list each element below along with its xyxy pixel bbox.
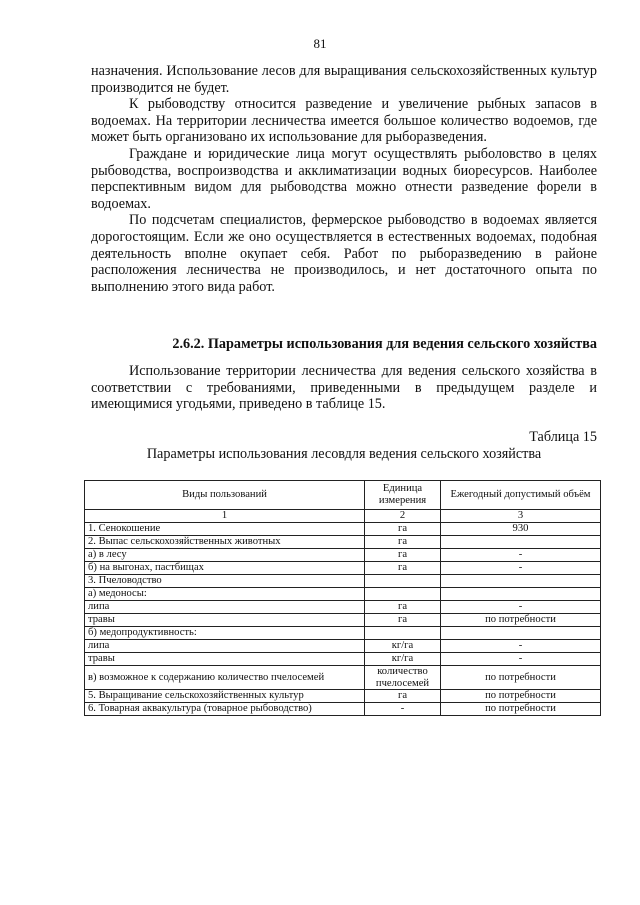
row-unit: кг/га: [365, 653, 441, 666]
row-volume: по потребности: [441, 666, 601, 690]
row-volume: -: [441, 640, 601, 653]
intro-paragraph: Использование территории лесничества для ведения сельского хозяйства в соответствии с требованиями, приведенными в предыдущем разделе и имеющимися угодьями, приведено в таблице 15.: [91, 363, 597, 413]
table-row: [85, 523, 601, 536]
column-number: 1: [85, 510, 365, 523]
parameters-table: [84, 480, 601, 716]
paragraph: назначения. Использование лесов для выращивания сельскохозяйственных культур производится не будет.: [91, 63, 597, 96]
row-label: липа: [85, 601, 365, 614]
table-row: [85, 653, 601, 666]
row-label: липа: [85, 640, 365, 653]
row-label: б) на выгонах, пастбищах: [85, 562, 365, 575]
table-label: Таблица 15: [529, 429, 597, 445]
row-label: 6. Товарная аквакультура (товарное рыбоводство): [85, 703, 365, 716]
row-label: 1. Сенокошение: [85, 523, 365, 536]
row-unit: га: [365, 562, 441, 575]
row-unit: [365, 588, 441, 601]
row-label: травы: [85, 614, 365, 627]
page-number: 81: [313, 36, 327, 51]
row-unit: кг/га: [365, 640, 441, 653]
row-unit: га: [365, 614, 441, 627]
table-row: [85, 536, 601, 549]
row-unit: количество пчелосемей: [365, 666, 441, 690]
row-volume: 930: [441, 523, 601, 536]
row-volume: [441, 627, 601, 640]
section-title: 2.6.2. Параметры использования для ведения сельского хозяйства: [172, 336, 597, 352]
row-unit: га: [365, 549, 441, 562]
header-annual-volume: Ежегодный допустимый объём: [441, 481, 601, 510]
table-row: [85, 703, 601, 716]
table-row: [85, 588, 601, 601]
paragraph: К рыбоводству относится разведение и увеличение рыбных запасов в водоемах. На территории лесничества имеется большое количество водоемов, где может быть организовано их использование для рыборазведения.: [91, 96, 597, 146]
header-usage-type: Виды пользований: [85, 481, 365, 510]
paragraph: По подсчетам специалистов, фермерское рыбоводство в водоемах является дорогостоящим. Если же оно осуществляется в естественных водоемах, подобная деятельность вполне окупает себя. Работ по рыборазведению в районе расположения лесничества не производилось, и нет достаточного опыта по выполнению этого вида работ.: [91, 212, 597, 295]
table-column-numbers-row: [85, 510, 601, 523]
row-label: 5. Выращивание сельскохозяйственных культур: [85, 690, 365, 703]
row-volume: [441, 588, 601, 601]
column-number: 3: [441, 510, 601, 523]
column-number: 2: [365, 510, 441, 523]
row-volume: -: [441, 653, 601, 666]
row-label: травы: [85, 653, 365, 666]
row-volume: [441, 536, 601, 549]
table-caption: Параметры использования лесовдля ведения сельского хозяйства: [146, 446, 542, 462]
paragraph: Граждане и юридические лица могут осуществлять рыболовство в целях рыбоводства, воспроизводства и акклиматизации водных биоресурсов. Наиболее перспективным видом для рыбоводства можно отнести разведение форели в водоемах.: [91, 145, 597, 212]
row-unit: га: [365, 536, 441, 549]
row-volume: по потребности: [441, 703, 601, 716]
row-volume: [441, 575, 601, 588]
row-unit: га: [365, 523, 441, 536]
row-volume: -: [441, 562, 601, 575]
table-row: [85, 614, 601, 627]
table-header-row: [85, 481, 601, 510]
table-row: [85, 690, 601, 703]
row-label: 3. Пчеловодство: [85, 575, 365, 588]
table-row: [85, 575, 601, 588]
row-label: а) в лесу: [85, 549, 365, 562]
row-volume: по потребности: [441, 614, 601, 627]
row-volume: по потребности: [441, 690, 601, 703]
row-unit: [365, 575, 441, 588]
table-row: [85, 666, 601, 690]
table-row: [85, 562, 601, 575]
table-row: [85, 640, 601, 653]
row-label: б) медопродуктивность:: [85, 627, 365, 640]
row-volume: -: [441, 601, 601, 614]
row-label: 2. Выпас сельскохозяйственных животных: [85, 536, 365, 549]
row-label: в) возможное к содержанию количество пчелосемей: [85, 666, 365, 690]
row-label: а) медоносы:: [85, 588, 365, 601]
row-unit: [365, 627, 441, 640]
table-row: [85, 549, 601, 562]
header-unit: Единица измерения: [365, 481, 441, 510]
row-unit: -: [365, 703, 441, 716]
table-row: [85, 627, 601, 640]
table-row: [85, 601, 601, 614]
row-unit: га: [365, 601, 441, 614]
row-volume: -: [441, 549, 601, 562]
row-unit: га: [365, 690, 441, 703]
body-text: [91, 63, 597, 295]
